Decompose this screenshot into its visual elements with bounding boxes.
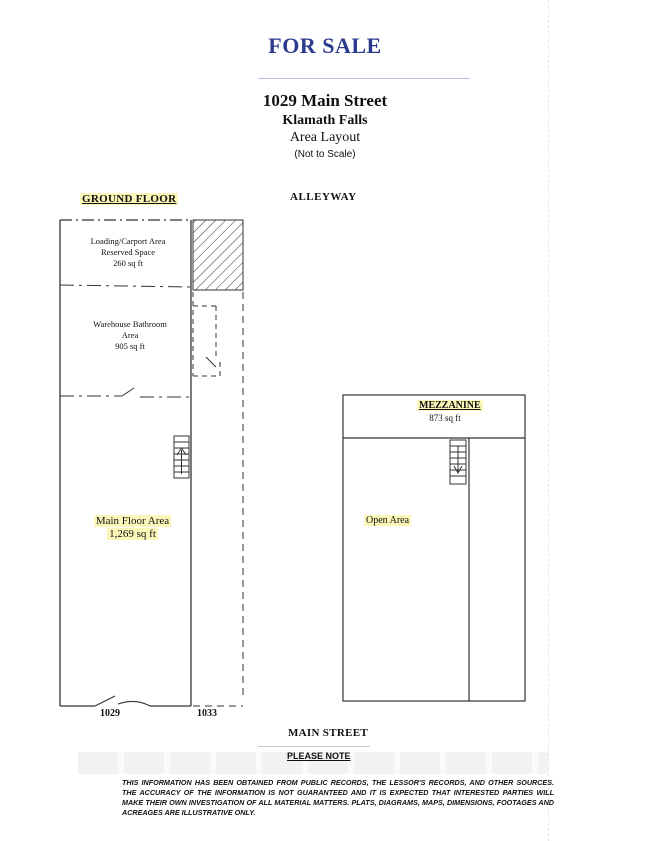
mezzanine-heading: MEZZANINE — [419, 400, 481, 411]
mezzanine-stairs — [450, 440, 466, 484]
main-floor-size: 1,269 sq ft — [109, 528, 156, 540]
mezzanine-walls — [343, 395, 525, 701]
property-city: Klamath Falls — [282, 113, 368, 128]
main-floor-label — [85, 515, 180, 541]
warehouse-area-size: 905 sq ft — [115, 341, 145, 351]
entry-door-1029 — [95, 696, 150, 706]
warehouse-area-label — [75, 319, 185, 352]
loading-area-size: 260 sq ft — [113, 258, 143, 268]
reserved-hatched-space — [193, 220, 243, 290]
open-area-label: Open Area — [366, 515, 410, 526]
partition-door — [122, 388, 134, 396]
warehouse-area-detail: Area — [121, 330, 139, 340]
main-street-label: MAIN STREET — [288, 727, 369, 739]
page-title: FOR SALE — [268, 33, 382, 58]
address-1029-label: 1029 — [100, 708, 120, 719]
warehouse-area-name: Warehouse Bathroom — [93, 319, 167, 329]
ground-floor-walls — [60, 220, 191, 706]
address-1033-label: 1033 — [197, 708, 217, 719]
layout-subtitle: Area Layout — [289, 130, 361, 145]
unit-1033-walls — [193, 292, 243, 706]
bathroom-enclosure — [193, 292, 220, 376]
mezzanine-size: 873 sq ft — [429, 413, 461, 423]
bathroom-door — [206, 357, 216, 367]
ground-stairs — [174, 436, 189, 478]
loading-area-name: Loading/Carport Area — [90, 236, 166, 246]
alleyway-label: ALLEYWAY — [290, 191, 357, 203]
disclaimer-text: THIS INFORMATION HAS BEEN OBTAINED FROM PUBLIC RECORDS, THE LESSOR'S RECORDS, AND OTHER SOURCES. THE ACCURACY OF THE INFORMATION IS NOT GUARANTEED AND IT IS EXPECTED THAT INTERESTED PARTIES WILL MAKE THEIR OWN INVESTIGATION OF ALL MATERIAL MATTERS. PLATS, DIAGRAMS, MAPS, DIMENSIONS, FOOTAGES AND ACREAGES ARE ILLUSTRATIVE ONLY. — [122, 778, 554, 817]
please-note-heading: PLEASE NOTE — [287, 751, 351, 761]
ground-floor-heading: GROUND FLOOR — [82, 193, 177, 205]
note-divider — [258, 746, 370, 747]
main-floor-name: Main Floor Area — [95, 515, 170, 527]
scale-note: (Not to Scale) — [294, 149, 356, 160]
loading-area-label — [78, 236, 178, 269]
loading-area-detail: Reserved Space — [100, 247, 156, 257]
property-address: 1029 Main Street — [262, 91, 388, 110]
